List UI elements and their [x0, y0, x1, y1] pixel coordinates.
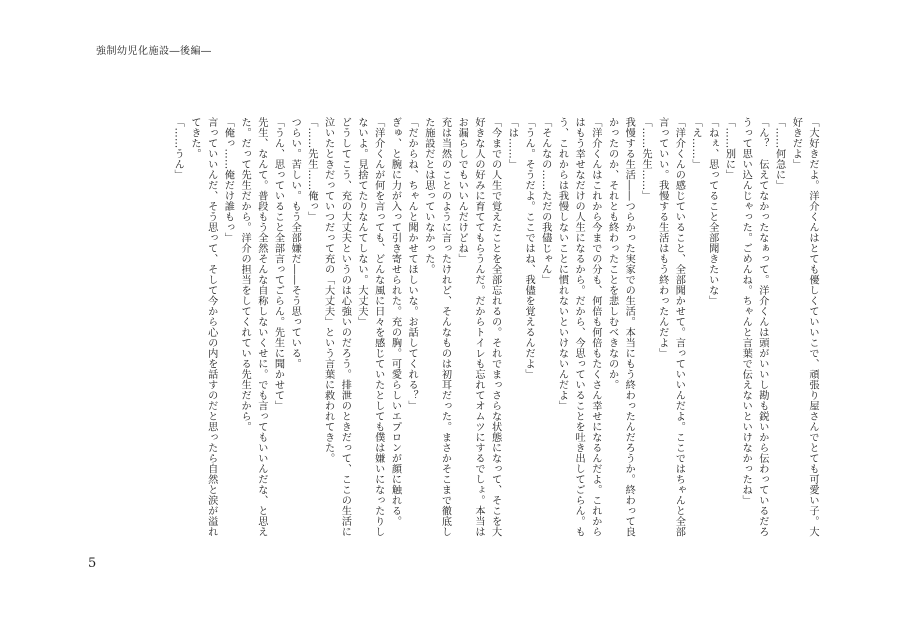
vertical-text-body	[100, 117, 820, 547]
text-line: 充は当然のことのように言ったけれど、そんなものは初耳だった。まさかそこまで徹底した施設だとは思っていなかった。	[422, 117, 451, 537]
text-line: 「え……」	[690, 117, 702, 170]
text-line: 「うん。そうだよ。ここではね、我儘を覚えるんだよ」	[523, 117, 535, 380]
text-line: つらい。苦しい。もう全部嫌だ――そう思っている。	[289, 117, 301, 369]
text-line: 「大好きだよ。洋介くんはとても優しくていいこで、頑張り屋さんでとても可愛い子。大好きだよ」	[790, 117, 818, 537]
text-line: 「だからね、ちゃんと聞かせてほしいな。お話してくれる？」	[406, 117, 418, 411]
text-line: 先生、なんて。普段もう全然そんな自称しないくせに。でも言ってもいいんだな、と思えた。だって先生だから。洋介の担当をしてくれている先生だから。	[239, 117, 267, 537]
text-line: 「洋介くんはこれから今までの分も、何倍も何倍もたくさん幸せになるんだよ。これからはもう幸せなだけの人生になるから。だから、今思っていることを吐き出してごらん。もう、これからは我慢しないことに慣れないといけないんだよ」	[556, 117, 601, 537]
text-line: 「……別に」	[723, 117, 735, 180]
text-line: 「……先生……俺っ」	[305, 117, 317, 222]
page-number: 5	[88, 556, 97, 571]
text-line: 「洋介くんの感じていること、全部聞かせて。言っていいんだよ。ここではちゃんと全部言っていい。我慢する生活はもう終わったんだよ」	[656, 117, 685, 537]
text-line: 「……何急に」	[773, 117, 785, 191]
text-line: 「そんなの……ただの我儘じゃん」	[539, 117, 551, 285]
text-line: 我慢する生活――つらかった実家での生活。本当にもう終わったんだろうか。終わって良かったのか、それとも終わったことを悲しむべきなのか。	[606, 117, 635, 537]
text-line: 「ん？ 伝えてなかったなぁって。洋介くんは頭がいいし勘も鋭いから伝わっているだろうって思い込んじゃった。ごめんね。ちゃんと言葉で伝えないといけなかったね」	[740, 117, 768, 537]
text-line: 「……先生……」	[639, 117, 651, 201]
text-line: 「……うん」	[172, 117, 184, 180]
text-line: 「今までの人生で覚えたことを全部忘れるの。それでまっさらな状態になって、そこを大好きな人の好みに育ててもらうんだ。だからトイレも忘れてオムツにするでしょ。本当はお漏らしでもいいんだけどね」	[456, 117, 501, 537]
text-line: どうしてこう、充の大丈夫というのは心強いのだろう。排泄のときだって、ここの生活に泣いたときだっていつだって充の「大丈夫」という言葉に救われてきた。	[322, 117, 351, 537]
text-line: ぎゅ、と腕に力が入って引き寄せられた。充の胸。可愛らしいエプロンが顔に触れる。	[389, 117, 401, 527]
text-line: 「洋介くんが何を言っても、どんな風に日々を感じていたとしても僕は嫌いになったりしないよ。見捨てたりなんてしない。大丈夫」	[356, 117, 384, 537]
text-line: 「は……」	[506, 117, 518, 170]
running-header: 強制幼児化施設―後編―	[96, 46, 212, 57]
text-line: 「俺っ……俺だけ誰もっ」	[222, 117, 234, 243]
text-line: 「ねぇ、思ってること全部聞きたいな」	[706, 117, 718, 306]
text-line: 言っていいんだ、そう思って、そして今から心の内を話すのだと思ったら自然と涙が溢れてきた。	[188, 117, 217, 537]
text-line: 「うん、思っていること全部言ってごらん。先生に聞かせて」	[272, 117, 284, 411]
